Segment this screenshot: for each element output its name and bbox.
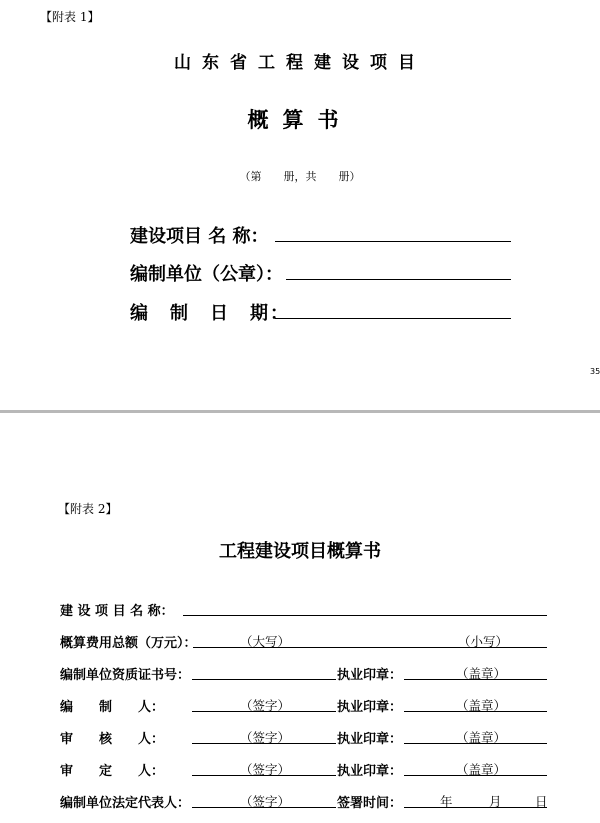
seal-hint-3: （盖章）: [456, 730, 507, 745]
legal-rep-label: 编制单位法定代表人：: [60, 796, 191, 811]
attachment-label-2: 【附表 2】: [58, 502, 118, 516]
cover-page-1: [0, 0, 600, 410]
sign-hint-3: （签字）: [240, 762, 291, 777]
sign-hint-1: （签字）: [240, 698, 291, 713]
compile-date-field[interactable]: [275, 318, 511, 319]
compiling-unit-field[interactable]: [286, 279, 511, 280]
project-name-label: 建设项目 名 称：: [130, 226, 269, 247]
budget-upper-hint: （大写）: [240, 634, 291, 649]
seal-hint-1: （盖章）: [456, 666, 507, 681]
sign-time-field[interactable]: [404, 807, 547, 808]
attachment-label: 【附表 1】: [40, 10, 100, 24]
project-name-field-2[interactable]: [183, 615, 547, 616]
page-gap: [0, 413, 600, 424]
project-name-field[interactable]: [275, 241, 511, 242]
budget-total-label: 概算费用总额（万元）：: [60, 636, 197, 651]
month-label: 月: [489, 794, 502, 809]
sign-hint-2: （签字）: [240, 730, 291, 745]
day-label: 日: [535, 794, 548, 809]
seal-hint-4: （盖章）: [456, 762, 507, 777]
cover-page-2: [0, 424, 600, 823]
reviewer-label: 审 核 人：: [60, 732, 165, 747]
document-title: 概算书: [247, 107, 353, 132]
sign-time-label: 签署时间：: [337, 796, 403, 811]
project-name-label-2: 建 设 项 目 名 称：: [60, 604, 174, 619]
practice-seal-label-3: 执业印章：: [337, 732, 403, 747]
qualification-label: 编制单位资质证书号：: [60, 668, 191, 683]
qualification-field[interactable]: [192, 679, 336, 680]
year-label: 年: [440, 794, 453, 809]
compile-date-label: 编 制 日 期：: [130, 303, 290, 324]
compiler-label: 编 制 人：: [60, 700, 165, 715]
sign-hint-4: （签字）: [240, 794, 291, 809]
province-title: 山东省工程建设项目: [174, 53, 426, 73]
practice-seal-label-4: 执业印章：: [337, 764, 403, 779]
compiling-unit-label: 编制单位（公章）：: [130, 264, 283, 285]
practice-seal-label-2: 执业印章：: [337, 700, 403, 715]
practice-seal-label-1: 执业印章：: [337, 668, 403, 683]
budget-lower-hint: （小写）: [458, 634, 509, 649]
page-number: 35: [590, 367, 600, 376]
seal-hint-2: （盖章）: [456, 698, 507, 713]
approver-label: 审 定 人：: [60, 764, 165, 779]
form-title: 工程建设项目概算书: [219, 541, 381, 562]
volume-info: （第 册，共 册）: [239, 170, 361, 183]
